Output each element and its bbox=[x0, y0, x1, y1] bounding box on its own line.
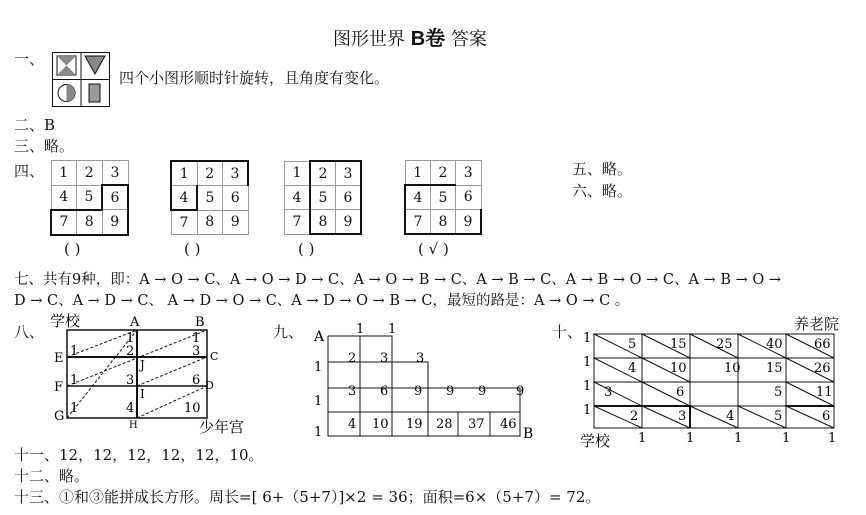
q10-r2: 10 bbox=[670, 361, 687, 376]
q8-num: 1 bbox=[192, 331, 201, 346]
q4-answer-2: ( ) bbox=[184, 240, 201, 258]
q12: 十二、略。 bbox=[14, 467, 90, 485]
q9-r2: 6 bbox=[380, 384, 389, 399]
q10-r4: 2 bbox=[630, 409, 639, 424]
q9-r2: 9 bbox=[446, 384, 455, 399]
q4-grid-4: 1 2 3 4 5 6 7 8 9 bbox=[404, 160, 482, 235]
q8-letter-a: A bbox=[130, 315, 140, 330]
q5-text: 略。 bbox=[602, 160, 633, 178]
q10-home: 养老院 bbox=[794, 315, 840, 333]
q8-letter-d: D bbox=[205, 379, 214, 392]
q10-r4: 3 bbox=[678, 409, 687, 424]
q10-bottom: 1 bbox=[686, 431, 695, 446]
q8-num: 2 bbox=[126, 344, 135, 359]
q8-num: 10 bbox=[184, 401, 201, 416]
q10-left: 1 bbox=[583, 331, 592, 346]
q7-line-1: 七、共有9种，即：A → O → C、A → O → D → C、A → O → B → C、A → B → C、A → B → O → C、A → B → O → bbox=[14, 272, 781, 288]
q9-r2: 9 bbox=[478, 384, 487, 399]
q10-r1: 40 bbox=[766, 337, 783, 352]
q8-num: 1 bbox=[70, 373, 79, 388]
q8-letter-f: F bbox=[54, 380, 64, 395]
q6-text: 略。 bbox=[602, 182, 633, 200]
title-b: B卷 bbox=[410, 28, 446, 50]
title-prefix: 图形世界 bbox=[333, 29, 405, 50]
q10-r2: 4 bbox=[628, 361, 637, 376]
q2-text: B bbox=[44, 116, 56, 134]
q10-bottom: 1 bbox=[734, 431, 743, 446]
q8-letter-i: I bbox=[140, 387, 145, 401]
page-title bbox=[333, 22, 487, 51]
q9-r1: 3 bbox=[380, 351, 389, 366]
q9-r3: 10 bbox=[372, 417, 389, 432]
q8-letter-h: H bbox=[129, 420, 138, 431]
q10-r1: 15 bbox=[670, 337, 687, 352]
q4-answer-3: ( ) bbox=[298, 240, 315, 258]
q9-r0: 1 bbox=[388, 322, 397, 337]
q8-letter-g: G bbox=[54, 409, 65, 424]
q8-school: 学校 bbox=[50, 312, 81, 330]
q10-left: 1 bbox=[583, 403, 592, 418]
q9-r3: 4 bbox=[348, 417, 357, 432]
q1-figure bbox=[52, 52, 112, 108]
q9-left: 1 bbox=[314, 425, 323, 440]
q10-r3: 6 bbox=[676, 385, 685, 400]
q2 bbox=[14, 114, 55, 135]
q9-r2: 9 bbox=[516, 384, 525, 399]
q4-answer-1: ( ) bbox=[64, 240, 81, 258]
q9-r3: 46 bbox=[500, 417, 517, 432]
q1-label: 一、 bbox=[14, 50, 45, 68]
q9-r0: 1 bbox=[356, 322, 365, 337]
q8-palace: 少年宫 bbox=[199, 418, 245, 435]
q10-r4: 5 bbox=[774, 409, 783, 424]
q10-r1: 66 bbox=[814, 337, 831, 352]
q10-school: 学校 bbox=[580, 432, 611, 450]
q5-label: 五、 bbox=[572, 160, 603, 178]
q6 bbox=[572, 180, 632, 201]
q8-num: 1 bbox=[126, 331, 135, 346]
q10-bottom: 1 bbox=[782, 431, 791, 446]
q1-text: 四个小图形顺时针旋转，且角度有变化。 bbox=[119, 69, 390, 87]
q3 bbox=[14, 135, 74, 156]
q9-figure bbox=[310, 316, 540, 441]
title-suffix: 答案 bbox=[450, 29, 487, 50]
q9-a: A bbox=[314, 329, 325, 345]
q10-r1: 25 bbox=[716, 337, 733, 352]
q9-r2: 3 bbox=[348, 384, 357, 399]
q10-r3: 11 bbox=[816, 385, 833, 400]
q9-label: 九、 bbox=[273, 323, 304, 341]
q10-r3: 5 bbox=[774, 385, 783, 400]
q9-r2: 9 bbox=[414, 384, 423, 399]
q10-r3: 3 bbox=[604, 385, 613, 400]
q2-label: 二、 bbox=[14, 116, 45, 134]
q9-left: 1 bbox=[314, 394, 323, 409]
q10-bottom: 1 bbox=[828, 431, 837, 446]
q8-letter-c: C bbox=[210, 350, 219, 363]
q8-num: 4 bbox=[126, 401, 135, 416]
q10-bottom: 1 bbox=[638, 431, 647, 446]
q4-grid-3: 1 2 3 4 5 6 7 8 9 bbox=[284, 160, 362, 235]
q3-text: 略。 bbox=[44, 137, 75, 155]
q6-label: 六、 bbox=[572, 182, 603, 200]
q10-left: 1 bbox=[583, 355, 592, 370]
q4-answer-4: ( √ ) bbox=[418, 240, 449, 258]
q10-r2: 26 bbox=[814, 361, 831, 376]
q10-r1: 5 bbox=[628, 337, 637, 352]
q8-figure bbox=[44, 310, 264, 435]
q4-grid-2: 1 2 3 4 5 6 7 8 9 bbox=[170, 160, 249, 235]
q9-r1: 2 bbox=[348, 351, 357, 366]
q8-num: 3 bbox=[126, 373, 135, 388]
q4-grid-1: 1 2 3 4 5 6 7 8 9 bbox=[50, 160, 129, 236]
q9-r3: 37 bbox=[468, 417, 485, 432]
q10-figure bbox=[578, 330, 838, 460]
q9-r3: 28 bbox=[436, 417, 453, 432]
q8-num: 1 bbox=[70, 401, 79, 416]
q13: 十三、①和③能拼成长方形。周长=[ 6+（5+7）]×2 = 36；面积=6×（5+7）= 72。 bbox=[14, 488, 601, 506]
q10-r4: 4 bbox=[726, 409, 735, 424]
q10-r2: 10 bbox=[724, 361, 741, 376]
q8-num: 1 bbox=[70, 344, 79, 359]
q9-b: B bbox=[523, 426, 534, 441]
q7-line-2: D → C、A → D → C、 A → D → O → C、A → D → O → B → C，最短的路是：A → O → C 。 bbox=[14, 293, 630, 309]
q3-label: 三、 bbox=[14, 137, 45, 155]
q9-left: 1 bbox=[314, 360, 323, 375]
q11: 十一、12，12，12，12，12，10。 bbox=[14, 446, 264, 464]
q10-r4: 6 bbox=[822, 409, 831, 424]
q8-letter-j: J bbox=[140, 358, 145, 372]
q10-label: 十、 bbox=[552, 323, 583, 341]
q9-r1: 3 bbox=[416, 351, 425, 366]
q8-label: 八、 bbox=[14, 323, 45, 341]
q9-r3: 19 bbox=[406, 417, 423, 432]
q10-left: 1 bbox=[583, 379, 592, 394]
q5 bbox=[572, 158, 632, 179]
q4-label: 四、 bbox=[14, 162, 45, 180]
q8-letter-e: E bbox=[54, 351, 64, 366]
q8-num: 3 bbox=[192, 344, 201, 359]
q10-r2: 15 bbox=[766, 361, 783, 376]
q8-letter-b: B bbox=[195, 315, 205, 330]
q8-num: 6 bbox=[192, 373, 201, 388]
